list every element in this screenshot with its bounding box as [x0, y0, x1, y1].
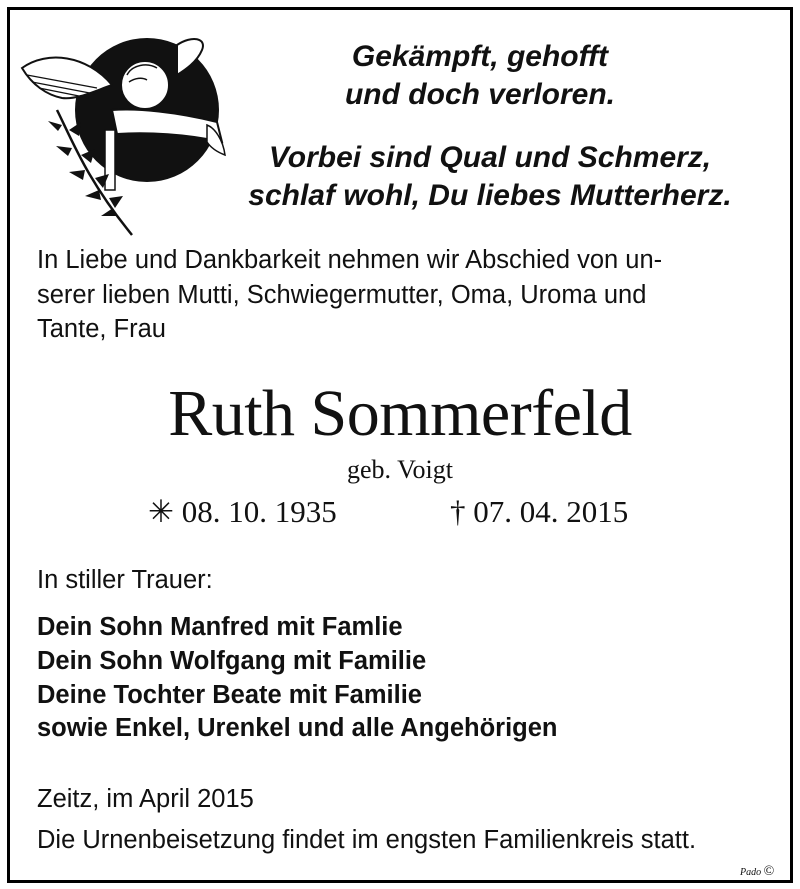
- death-date-line: [450, 494, 628, 530]
- birth-date: 08. 10. 1935: [181, 494, 337, 529]
- intro-line-3: Tante, Frau: [37, 315, 166, 343]
- intro-line-1: In Liebe und Dankbarkeit nehmen wir Abschied von un-: [37, 246, 663, 274]
- mourner-line: Deine Tochter Beate mit Familie: [37, 681, 422, 709]
- mourners-heading: In stiller Trauer:: [37, 566, 213, 594]
- mourner-line: sowie Enkel, Urenkel und alle Angehörigen: [37, 714, 558, 742]
- verse-line-1: Gekämpft, gehofft: [351, 40, 609, 73]
- imprint-mark: [740, 864, 774, 880]
- death-cross-icon: †: [450, 494, 466, 529]
- imprint-text: Pado: [740, 867, 762, 878]
- deceased-name: Ruth Sommerfeld: [168, 377, 632, 450]
- verse-line-2: und doch verloren.: [344, 78, 616, 111]
- intro-line-2: serer lieben Mutti, Schwiegermutter, Oma, Uroma und: [37, 281, 647, 309]
- cherub-angel-icon: [17, 30, 237, 240]
- copyright-icon: ©: [763, 864, 775, 879]
- birth-date-line: [148, 494, 337, 530]
- burial-note: Die Urnenbeisetzung findet im engsten Familienkreis statt.: [37, 826, 697, 854]
- birth-star-icon: ✳: [148, 494, 174, 529]
- verse-line-3: Vorbei sind Qual und Schmerz,: [268, 141, 712, 174]
- mourner-line: Dein Sohn Wolfgang mit Familie: [37, 647, 427, 675]
- mourner-line: Dein Sohn Manfred mit Famlie: [37, 613, 403, 641]
- maiden-name: geb. Voigt: [347, 455, 453, 484]
- verse-line-4: schlaf wohl, Du liebes Mutterherz.: [248, 179, 732, 212]
- death-date: 07. 04. 2015: [473, 494, 629, 529]
- place-date: Zeitz, im April 2015: [37, 785, 254, 813]
